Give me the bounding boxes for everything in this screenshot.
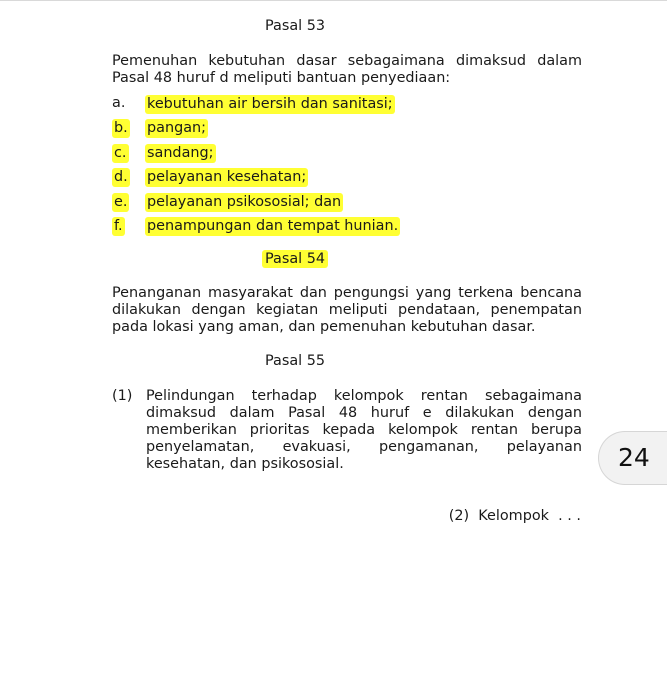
list-letter-highlighted: b. bbox=[114, 120, 128, 136]
pasal-55-heading-text: Pasal 55 bbox=[264, 353, 326, 369]
pasal-53-heading bbox=[0, 18, 590, 36]
continuation-text: (2) Kelompok . . . bbox=[448, 508, 581, 524]
pasal-54-text: Penanganan masyarakat dan pengungsi yang terkena bencana dilakukan dengan kegiatan meliputi pendataan, penempatan pada lokasi yang aman, dan pemenuhan kebutuhan dasar. bbox=[112, 285, 582, 335]
list-item-b bbox=[112, 119, 582, 137]
list-text-highlighted: penampungan dan tempat hunian. bbox=[147, 218, 399, 234]
list-item-d bbox=[112, 168, 582, 186]
list-item-f bbox=[112, 217, 582, 235]
list-letter-highlighted: d. bbox=[114, 169, 128, 185]
list-item-a bbox=[112, 95, 582, 113]
top-divider bbox=[0, 0, 667, 1]
pasal-55-heading bbox=[0, 353, 590, 371]
page-number-tab[interactable] bbox=[598, 431, 667, 485]
list-letter: a. bbox=[112, 95, 126, 111]
list-text-highlighted: kebutuhan air bersih dan sanitasi; bbox=[147, 96, 393, 112]
page-number: 24 bbox=[618, 443, 650, 472]
list-text-highlighted: sandang; bbox=[147, 145, 214, 161]
list-letter-highlighted: e. bbox=[114, 194, 128, 210]
list-letter-highlighted: f. bbox=[114, 218, 123, 234]
pasal-53-intro: Pemenuhan kebutuhan dasar sebagaimana dimaksud dalam Pasal 48 huruf d meliputi bantuan penyediaan: bbox=[112, 53, 582, 86]
clause-text: Pelindungan terhadap kelompok rentan sebagaimana dimaksud dalam Pasal 48 huruf e dilakukan dengan memberikan prioritas kepada kelompok rentan berupa penyelamatan, evakuasi, pengamanan, pelayanan kesehatan, dan psikososial. bbox=[146, 388, 582, 472]
list-text-highlighted: pangan; bbox=[147, 120, 206, 136]
pasal-54-heading-text: Pasal 54 bbox=[262, 250, 328, 268]
list-text-highlighted: pelayanan kesehatan; bbox=[147, 169, 307, 185]
list-item-c bbox=[112, 144, 582, 162]
pasal-53-heading-text: Pasal 53 bbox=[264, 18, 326, 34]
clause-number: (1) bbox=[112, 388, 133, 404]
pasal-54-heading bbox=[0, 251, 590, 269]
list-text-highlighted: pelayanan psikososial; dan bbox=[147, 194, 342, 210]
list-item-e bbox=[112, 193, 582, 211]
list-letter-highlighted: c. bbox=[114, 145, 127, 161]
